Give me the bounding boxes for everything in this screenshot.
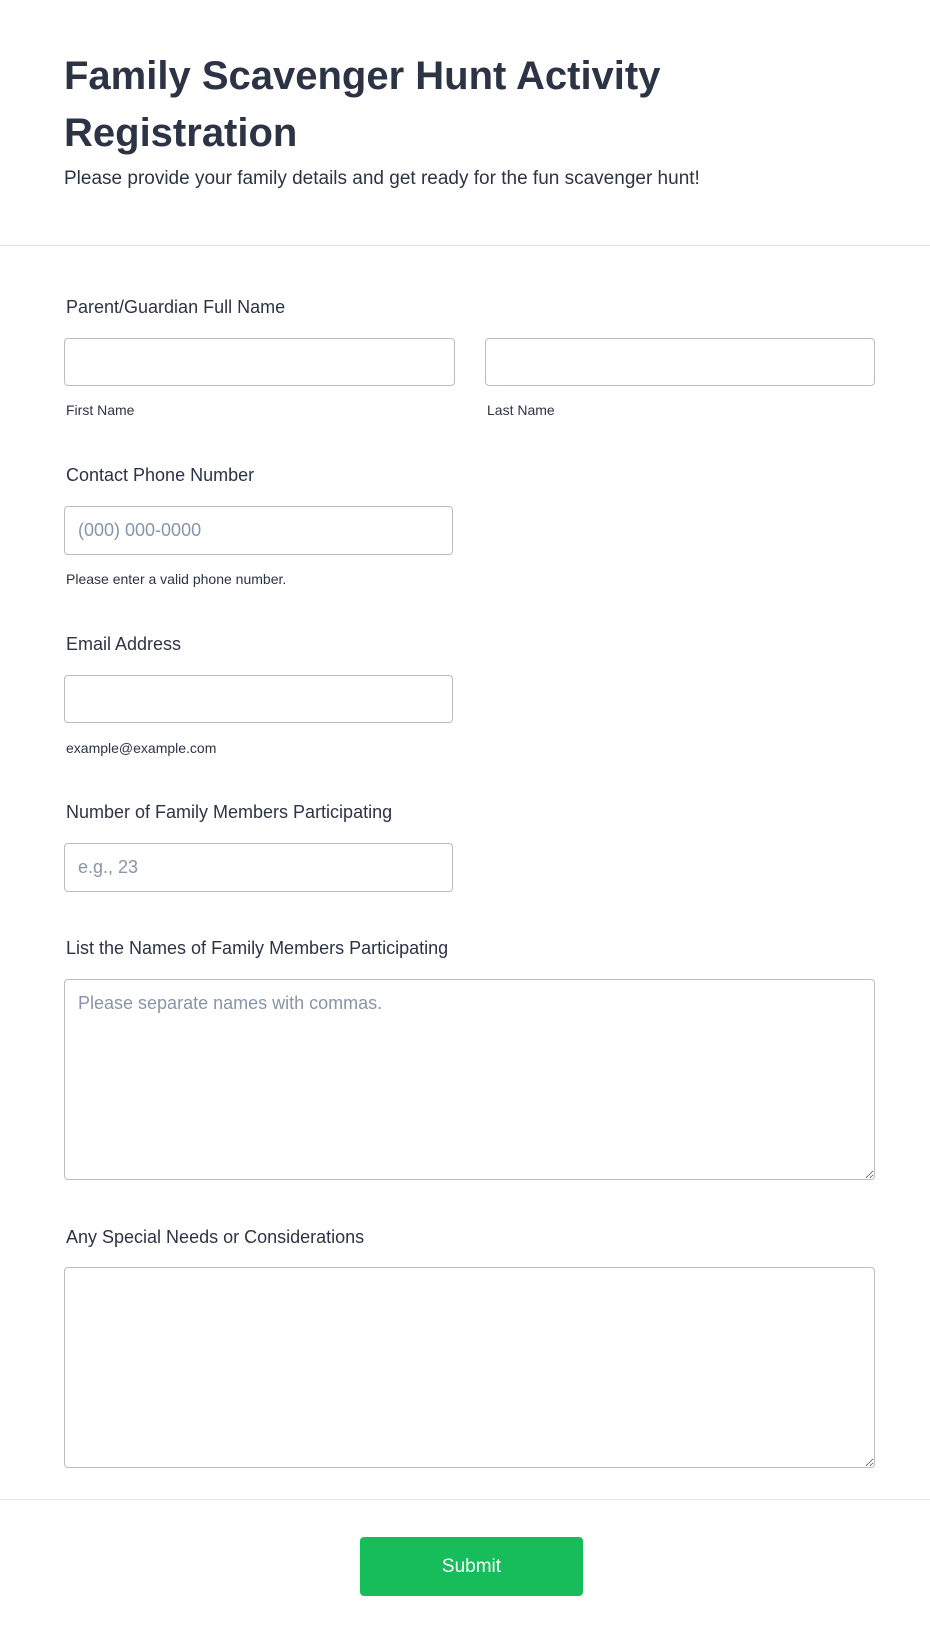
email-input[interactable] (64, 675, 453, 723)
email-label: Email Address (66, 634, 182, 654)
email-sublabel: example@example.com (66, 740, 217, 756)
first-name-sublabel: First Name (66, 402, 135, 418)
special-needs-textarea[interactable] (64, 1267, 875, 1468)
phone-label: Contact Phone Number (66, 465, 255, 485)
phone-input[interactable] (64, 506, 453, 555)
member-count-label: Number of Family Members Participating (66, 802, 393, 822)
special-needs-label: Any Special Needs or Considerations (66, 1227, 365, 1247)
member-count-input[interactable] (64, 843, 453, 892)
phone-sublabel: Please enter a valid phone number. (66, 571, 287, 587)
footer-divider (0, 1499, 930, 1500)
header-divider (0, 245, 930, 246)
full-name-label: Parent/Guardian Full Name (66, 297, 286, 317)
member-names-textarea[interactable] (64, 979, 875, 1180)
page-title: Family Scavenger Hunt Activity Registration (64, 54, 661, 155)
member-names-label: List the Names of Family Members Participating (66, 938, 449, 958)
last-name-sublabel: Last Name (487, 402, 555, 418)
first-name-input[interactable] (64, 338, 455, 386)
page-subtitle: Please provide your family details and get ready for the fun scavenger hunt! (64, 168, 700, 189)
last-name-input[interactable] (485, 338, 875, 386)
submit-button[interactable]: Submit (360, 1537, 583, 1596)
